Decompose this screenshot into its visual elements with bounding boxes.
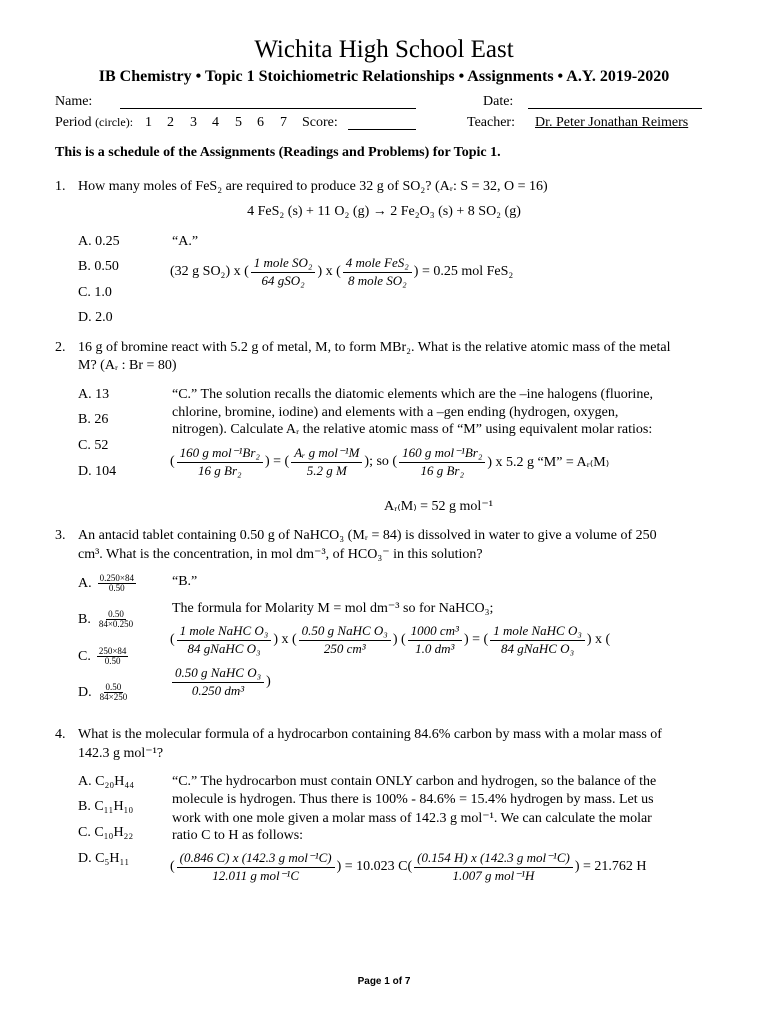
q3-frac4-den: 84 gNaHC O₃ <box>500 640 575 656</box>
period-row <box>55 115 133 131</box>
teacher-name: Dr. Peter Jonathan Reimers <box>535 115 689 130</box>
name-field-line[interactable] <box>120 108 416 109</box>
q2-frac1-num: 160 g mol⁻¹Br₂ <box>177 446 263 463</box>
q3-option-d-letter: D. <box>78 684 92 700</box>
q4-frac2-num: (0.154 H) x (142.3 g mol⁻¹C) <box>414 851 573 868</box>
q3-open: ( <box>170 632 175 648</box>
q2-number: 2. <box>55 340 66 355</box>
date-field-line[interactable] <box>528 108 702 109</box>
q2-fraction-1 <box>177 446 263 479</box>
q2-open: ( <box>170 454 175 470</box>
score-field-line[interactable] <box>348 129 416 130</box>
q3-option-a-den: 0.50 <box>108 583 125 594</box>
q4-option-c: C. C₁₀H₂₂ <box>78 825 134 840</box>
q2-option-c: C. 52 <box>78 438 109 453</box>
q4-frac2-den: 1.007 g mol⁻¹H <box>452 867 535 883</box>
page-subtitle: IB Chemistry • Topic 1 Stoichiometric Relationships • Assignments • A.Y. 2019-2020 <box>98 68 670 85</box>
q4-stem-line1: What is the molecular formula of a hydrocarbon containing 84.6% carbon by mass with a molar mass of <box>78 727 662 742</box>
q2-fraction-2 <box>291 446 362 479</box>
q2-so: ); so ( <box>364 454 398 470</box>
school-title: Wichita High School East <box>254 36 514 63</box>
page-number: Page 1 of 7 <box>357 976 411 987</box>
q3-eq: ) = ( <box>463 632 489 648</box>
q3-fraction-4 <box>490 624 585 657</box>
q3-frac1-den: 84 gNaHC O₃ <box>187 640 261 656</box>
q2-explanation-line3: nitrogen). Calculate Aᵣ the relative atomic mass of “M” using equivalent molar ratios: <box>172 422 653 437</box>
q4-explanation-line4: ratio C to H as follows: <box>172 828 304 843</box>
q2-frac1-den: 16 g Br₂ <box>198 462 242 478</box>
intro-text: This is a schedule of the Assignments (Readings and Problems) for Topic 1. <box>55 145 501 160</box>
q3-stem-line2: cm³. What is the concentration, in mol dm⁻³, of HCO₃⁻ in this solution? <box>78 547 483 562</box>
q1-option-a: A. 0.25 <box>78 234 120 249</box>
q1-work-start: (32 g SO₂) x ( <box>170 264 249 280</box>
q1-option-d: D. 2.0 <box>78 310 113 325</box>
q3-option-d-num: 0.50 <box>105 682 122 692</box>
q4-open: ( <box>170 859 175 875</box>
q2-frac3-den: 16 g Br₂ <box>420 462 464 478</box>
q2-frac3-num: 160 g mol⁻¹Br₂ <box>399 446 485 463</box>
q1-equation: 4 FeS₂ (s) + 11 O₂ (g) → 2 Fe₂O₃ (s) + 8 SO₂ (g) <box>247 204 521 219</box>
q2-eq1: ) = ( <box>264 454 290 470</box>
q3-option-a-fraction <box>98 574 136 594</box>
q3-work-line2 <box>170 666 271 699</box>
q4-explanation-line1: “C.” The hydrocarbon must contain ONLY carbon and hydrogen, so the balance of the <box>172 774 657 789</box>
q4-number: 4. <box>55 727 66 742</box>
q3-x2: ) ( <box>392 632 406 648</box>
q3-answer: “B.” <box>172 574 198 589</box>
q2-option-b: B. 26 <box>78 412 109 427</box>
q2-stem-line1: 16 g of bromine react with 5.2 g of metal, M, to form MBr₂. What is the relative atomic mass of the metal <box>78 340 671 355</box>
q4-frac1-num: (0.846 C) x (142.3 g mol⁻¹C) <box>177 851 335 868</box>
score-label: Score: <box>302 115 338 130</box>
q1-frac1-den: 64 gSO₂ <box>261 272 305 288</box>
q3-option-b <box>78 610 137 630</box>
q1-frac1-num: 1 mole SO₂ <box>251 256 316 273</box>
date-label: Date: <box>483 94 514 109</box>
q4-option-d: D. C₅H₁₁ <box>78 851 130 866</box>
q2-result: Aᵣ₍M₎ = 52 g mol⁻¹ <box>384 499 493 514</box>
q1-option-b: B. 0.50 <box>78 259 119 274</box>
q3-x1: ) x ( <box>273 632 297 648</box>
q3-formula-line: The formula for Molarity M = mol dm⁻³ so for NaHCO₃; <box>172 601 494 616</box>
q2-explanation-line1: “C.” The solution recalls the diatomic elements which are the –ine halogens (fluorine, <box>172 387 654 402</box>
q3-fraction-5 <box>172 666 264 699</box>
q3-stem-line1: An antacid tablet containing 0.50 g of NaHCO₃ (Mᵣ = 84) is dissolved in water to give a volume of 250 <box>78 528 657 543</box>
q3-option-c <box>78 647 130 667</box>
q3-fraction-1 <box>177 624 272 657</box>
q1-result: ) = 0.25 mol FeS₂ <box>413 264 514 280</box>
period-6[interactable]: 6 <box>257 115 264 130</box>
q4-tail: ) = 21.762 H <box>574 859 647 875</box>
q2-fraction-3 <box>399 446 485 479</box>
q3-number: 3. <box>55 528 66 543</box>
q3-option-a-letter: A. <box>78 575 92 591</box>
q3-frac3-den: 1.0 dm³ <box>415 640 455 656</box>
q4-explanation-line3: work with one mole given a molar mass of 142.3 g mol⁻¹. We can calculate the molar <box>172 811 652 826</box>
q3-frac1-num: 1 mole NaHC O₃ <box>177 624 272 641</box>
period-7[interactable]: 7 <box>280 115 287 130</box>
period-5[interactable]: 5 <box>235 115 242 130</box>
q4-explanation-line2: molecule is hydrogen. Thus there is 100% - 84.6% = 15.4% hydrogen by mass. Let us <box>172 792 654 807</box>
period-label: Period <box>55 115 92 130</box>
q2-explanation-line2: chlorine, bromine, iodine) and elements with a –gen ending (hydrogen, oxygen, <box>172 405 619 420</box>
name-label: Name: <box>55 94 93 109</box>
q4-fraction-2 <box>414 851 573 884</box>
q3-option-a-num: 0.250×84 <box>99 573 134 583</box>
q3-work-line1 <box>170 624 610 657</box>
q3-option-b-fraction <box>97 610 135 630</box>
q3-x3: ) x ( <box>586 632 611 648</box>
period-3[interactable]: 3 <box>190 115 197 130</box>
q3-option-b-num: 0.50 <box>108 609 124 619</box>
q1-number: 1. <box>55 179 66 194</box>
q3-option-c-fraction <box>97 647 129 667</box>
q3-option-c-letter: C. <box>78 648 91 664</box>
q3-fraction-2 <box>299 624 391 657</box>
q4-work <box>170 851 647 884</box>
q4-fraction-1 <box>177 851 335 884</box>
q2-tail: ) x 5.2 g “M” = Aᵣ₍M₎ <box>487 454 610 470</box>
q2-option-d: D. 104 <box>78 464 117 479</box>
q1-frac2-num: 4 mole FeS₂ <box>343 256 412 273</box>
q3-fraction-3 <box>408 624 462 657</box>
teacher-label: Teacher: <box>467 115 515 130</box>
q3-option-b-den: 84×0.250 <box>98 619 134 630</box>
period-2[interactable]: 2 <box>167 115 174 130</box>
q3-option-d-fraction <box>98 683 130 703</box>
q1-stem: How many moles of FeS₂ are required to produce 32 g of SO₂? (Aᵣ: S = 32, O = 16) <box>78 179 548 194</box>
q2-frac2-den: 5.2 g M <box>306 462 347 478</box>
q1-fraction-2 <box>343 256 412 289</box>
q3-option-d-den: 84×250 <box>99 692 128 703</box>
q1-answer: “A.” <box>172 234 199 249</box>
q3-frac4-num: 1 mole NaHC O₃ <box>490 624 585 641</box>
q3-close: ) <box>266 674 271 690</box>
q3-frac5-num: 0.50 g NaHC O₃ <box>172 666 264 683</box>
q1-fraction-1 <box>251 256 316 289</box>
q4-stem-line2: 142.3 g mol⁻¹? <box>78 746 164 761</box>
q3-option-c-num: 250×84 <box>98 646 127 656</box>
period-note: (circle): <box>95 115 134 129</box>
q2-stem-line2: M? (Aᵣ : Br = 80) <box>78 358 177 373</box>
q2-option-a: A. 13 <box>78 387 110 402</box>
q3-frac3-num: 1000 cm³ <box>408 624 462 641</box>
q2-work <box>170 446 609 479</box>
q3-frac5-den: 0.250 dm³ <box>191 682 245 698</box>
q3-option-c-den: 0.50 <box>104 656 121 667</box>
q1-option-c: C. 1.0 <box>78 285 112 300</box>
q2-frac2-num: Aᵣ g mol⁻¹M <box>291 446 362 463</box>
q1-work <box>170 256 513 289</box>
q3-option-a <box>78 574 138 594</box>
period-1[interactable]: 1 <box>145 115 152 130</box>
q4-option-b: B. C₁₁H₁₀ <box>78 799 134 814</box>
q3-frac2-num: 0.50 g NaHC O₃ <box>299 624 391 641</box>
q4-option-a: A. C₂₀H₄₄ <box>78 774 135 789</box>
q3-option-d <box>78 683 131 703</box>
q1-frac2-den: 8 mole SO₂ <box>347 272 407 288</box>
period-4[interactable]: 4 <box>212 115 219 130</box>
q3-frac2-den: 250 cm³ <box>323 640 366 656</box>
q1-mid: ) x ( <box>317 264 341 280</box>
q4-frac1-den: 12.011 g mol⁻¹C <box>212 867 299 883</box>
q3-option-b-letter: B. <box>78 611 91 627</box>
q4-mid: ) = 10.023 C( <box>336 859 413 875</box>
